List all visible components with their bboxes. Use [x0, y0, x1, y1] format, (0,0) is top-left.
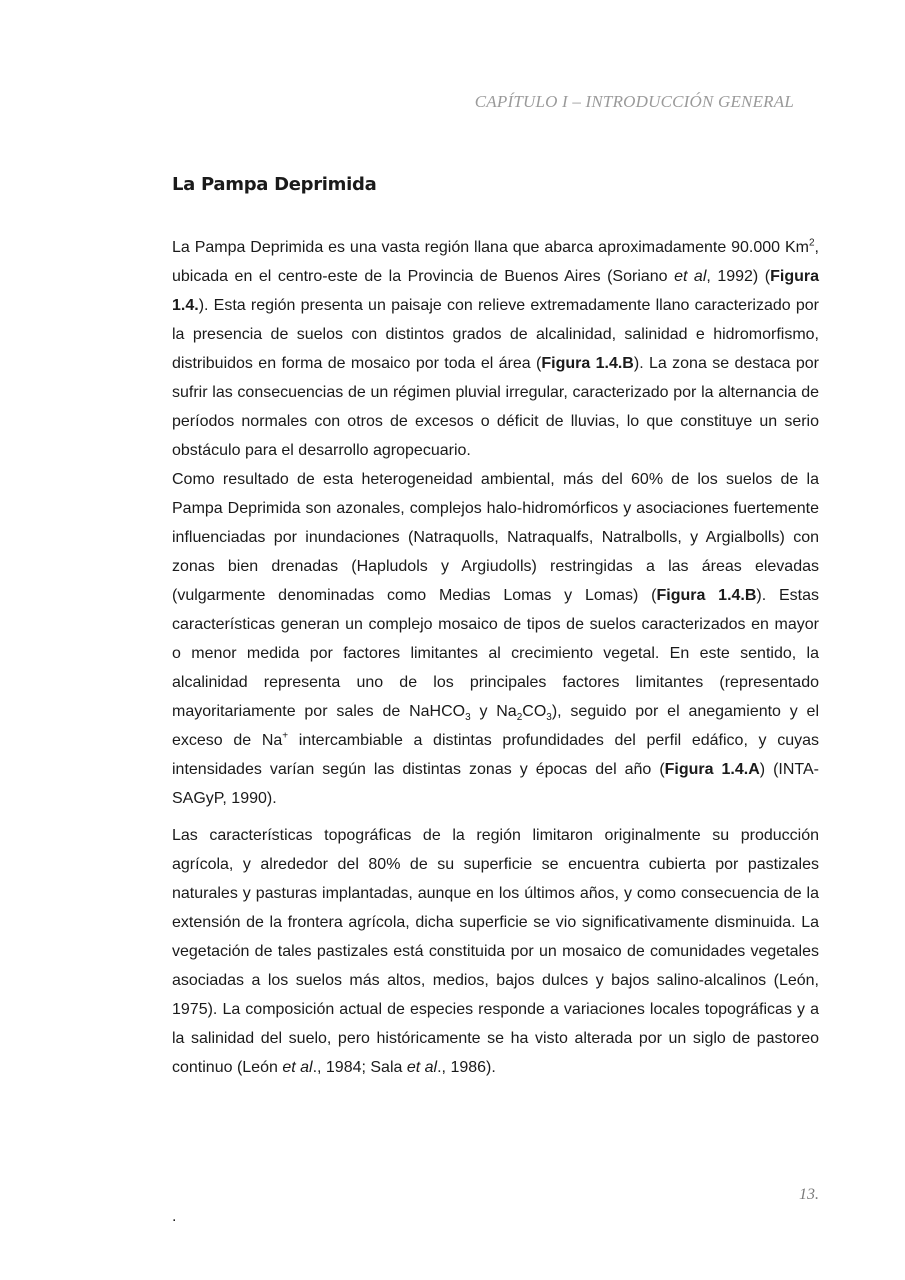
- p2-text-1: Como resultado de esta heterogeneidad ambiental, más del 60% de los suelos de la Pampa Deprimida son azonales, complejos halo-hidromórficos y asociaciones fuertemente influenciadas por inundaciones (Natraquolls, Natraqualfs, Natralbolls, y Argialbolls) con zonas bien drenadas (Hapludols y Argiudolls) restringidas a las áreas elevadas (vulgarmente denominadas como Medias Lomas y Lomas) (: [172, 471, 819, 604]
- p3-citation-etal-1: et al: [282, 1059, 313, 1076]
- p3-text-2: ., 1984; Sala: [312, 1059, 407, 1076]
- p1-citation-etal: et al: [674, 268, 707, 285]
- p3-text-3: ., 1986).: [437, 1059, 496, 1076]
- p1-text-5: ). La zona se destaca por sufrir las consecuencias de un régimen pluvial irregular, caracterizado por la alternancia de períodos normales con otros de excesos o déficit de lluvias, lo que constituye un serio obstáculo para el desarrollo agropecuario.: [172, 355, 820, 459]
- section-heading: La Pampa Deprimida: [172, 174, 377, 195]
- p2-superscript-plus: +: [282, 730, 289, 742]
- p2-text-6: intercambiable a distintas profundidades del perfil edáfico, y cuyas intensidades varían según las distintas zonas y épocas del año (: [172, 732, 820, 778]
- page-number: 13.: [799, 1186, 819, 1203]
- p1-figure-ref-1: Figura 1.4.: [172, 268, 819, 314]
- p2-text-7: ) (INTA-SAGyP, 1990).: [172, 761, 819, 807]
- p1-superscript-2: 2: [808, 237, 815, 249]
- paragraph-1: [172, 233, 819, 465]
- p2-text-2: ). Estas características generan un complejo mosaico de tipos de suelos caracterizados en mayor o menor medida por factores limitantes al crecimiento vegetal. En este sentido, la alcalinidad representa uno de los principales factores limitantes (representado mayoritariamente por sales de NaHCO: [172, 587, 820, 720]
- p2-subscript-3a: 3: [465, 712, 471, 724]
- p2-text-4: CO: [522, 703, 547, 720]
- p2-figure-ref-2: Figura 1.4.A: [664, 761, 760, 778]
- p1-text-3: , 1992) (: [706, 268, 771, 285]
- running-header: CAPÍTULO I – INTRODUCCIÓN GENERAL: [474, 92, 794, 111]
- p2-text-3: y Na: [470, 703, 517, 720]
- p2-figure-ref-1: Figura 1.4.B: [656, 587, 757, 604]
- paragraph-2: [172, 465, 819, 813]
- p3-citation-etal-2: et al: [406, 1059, 438, 1076]
- body-text: [172, 233, 819, 1082]
- p1-text-4: ). Esta región presenta un paisaje con relieve extremadamente llano caracterizado por la presencia de suelos con distintos grados de alcalinidad, salinidad e hidromorfismo, distribuidos en forma de mosaico por toda el área (: [172, 297, 819, 372]
- paragraph-3: [172, 821, 819, 1082]
- p1-text-1: La Pampa Deprimida es una vasta región llana que abarca aproximadamente 90.000 Km: [172, 239, 809, 256]
- p2-subscript-3b: 3: [546, 712, 552, 724]
- p1-figure-ref-2: Figura 1.4.B: [541, 355, 634, 372]
- p2-text-5: ), seguido por el anegamiento y el exceso de Na: [172, 703, 820, 749]
- p1-text-2: , ubicada en el centro-este de la Provincia de Buenos Aires (Soriano: [172, 239, 819, 285]
- footer-mark: .: [172, 1208, 177, 1225]
- p3-text-1: Las características topográficas de la región limitaron originalmente su producción agrícola, y alrededor del 80% de su superficie se encuentra cubierta por pastizales naturales y pasturas implantadas, aunque en los últimos años, y como consecuencia de la extensión de la frontera agrícola, dicha superficie se vio significativamente disminuida. La vegetación de tales pastizales está constituida por un mosaico de comunidades vegetales asociadas a los suelos más altos, medios, bajos dulces y bajos salino-alcalinos (León, 1975). La composición actual de especies responde a variaciones locales topográficas y a la salinidad del suelo, pero históricamente se ha visto alterada por un siglo de pastoreo continuo (León: [172, 827, 819, 1076]
- p2-subscript-2: 2: [516, 712, 523, 724]
